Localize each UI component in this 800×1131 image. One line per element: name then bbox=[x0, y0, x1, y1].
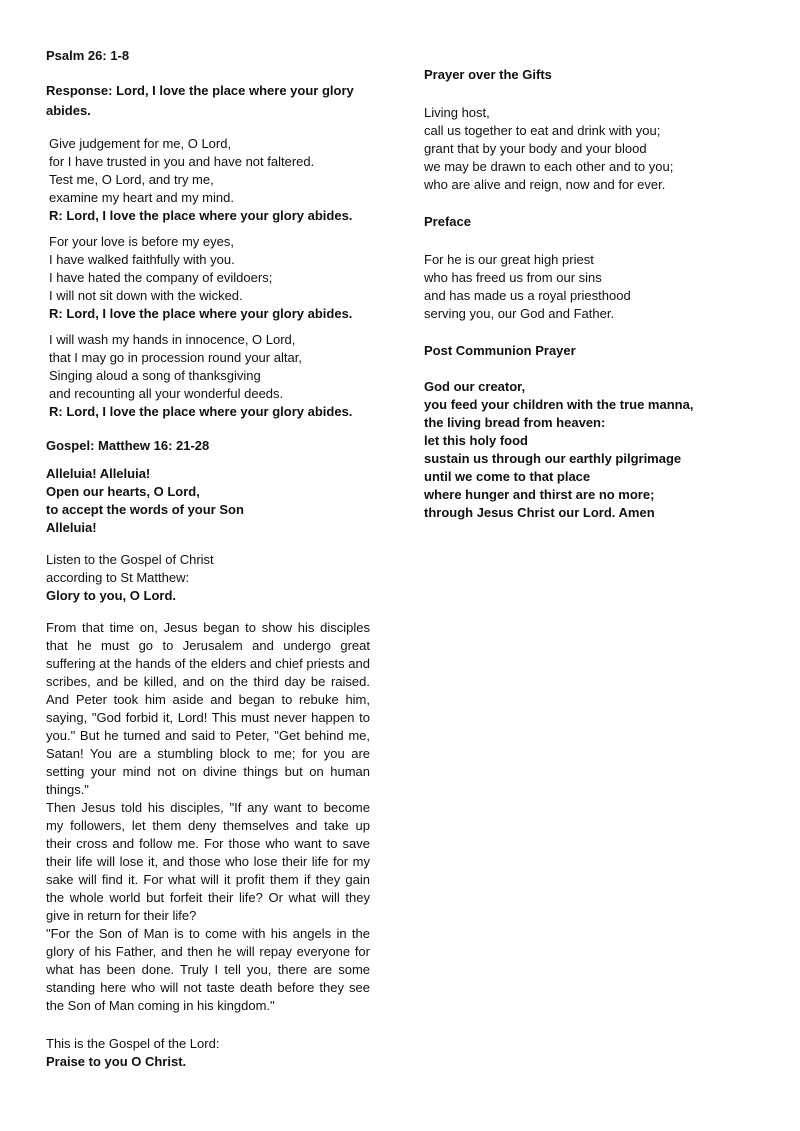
psalm-response-line: abides. bbox=[46, 103, 91, 118]
preface-line: serving you, our God and Father. bbox=[424, 306, 615, 321]
gospel-paragraph: Then Jesus told his disciples, "If any want to become my followers, let them deny themselves and take up their cross and follow me. For those who want to save their life will lose it, and those who lose their life for my sake will find it. For what will it profit them if they gain the whole world but forfeit their life? Or what will they give in return for their life? bbox=[46, 800, 370, 923]
post-line: God our creator, bbox=[424, 379, 526, 394]
alleluia-line: Alleluia! bbox=[46, 520, 97, 535]
post-line: let this holy food bbox=[424, 433, 528, 448]
prayer-line: we may be drawn to each other and to you; bbox=[424, 159, 674, 174]
verse-response: R: Lord, I love the place where your glory abides. bbox=[49, 306, 353, 321]
psalm-response bbox=[46, 81, 370, 121]
prayer-line: grant that by your body and your blood bbox=[424, 141, 647, 156]
post-line: until we come to that place bbox=[424, 469, 591, 484]
preface-title: Preface bbox=[424, 214, 471, 229]
alleluia-line: to accept the words of your Son bbox=[46, 502, 244, 517]
psalm-verse bbox=[46, 233, 370, 323]
preface-text bbox=[424, 251, 724, 323]
gospel-closing bbox=[46, 1035, 370, 1071]
verse-line: and recounting all your wonderful deeds. bbox=[49, 386, 284, 401]
alleluia-line: Alleluia! Alleluia! bbox=[46, 466, 151, 481]
prayer-line: Living host, bbox=[424, 105, 490, 120]
preface-line: For he is our great high priest bbox=[424, 252, 594, 267]
post-line: where hunger and thirst are no more; bbox=[424, 487, 655, 502]
verse-line: examine my heart and my mind. bbox=[49, 190, 234, 205]
post-line: sustain us through our earthly pilgrimage bbox=[424, 451, 682, 466]
verse-line: that I may go in procession round your altar, bbox=[49, 350, 302, 365]
post-line: the living bread from heaven: bbox=[424, 415, 606, 430]
gospel-announcement bbox=[46, 551, 370, 605]
alleluia-line: Open our hearts, O Lord, bbox=[46, 484, 200, 499]
psalm-verse bbox=[46, 331, 370, 421]
verse-line: I have hated the company of evildoers; bbox=[49, 270, 273, 285]
gospel-paragraph: "For the Son of Man is to come with his angels in the glory of his Father, and then he will repay everyone for what has been done. Truly I tell you, there are some standing here who will not taste death before they see the Son of Man coming in his kingdom." bbox=[46, 926, 370, 1013]
gospel-paragraph: From that time on, Jesus began to show his disciples that he must go to Jerusalem and undergo great suffering at the hands of the elders and chief priests and scribes, and be killed, and on the third day be raised. And Peter took him aside and began to rebuke him, saying, "God forbid it, Lord! This must never happen to you." But he turned and said to Peter, "Get behind me, Satan! You are a stumbling block to me; for you are setting your mind not on divine things but on human things." bbox=[46, 620, 370, 797]
verse-line: I will wash my hands in innocence, O Lord, bbox=[49, 332, 296, 347]
alleluia-acclamation bbox=[46, 465, 370, 537]
verse-line: Singing aloud a song of thanksgiving bbox=[49, 368, 261, 383]
announcement-line: according to St Matthew: bbox=[46, 570, 190, 585]
preface-line: and has made us a royal priesthood bbox=[424, 288, 631, 303]
gospel-title: Gospel: Matthew 16: 21-28 bbox=[46, 438, 210, 453]
gifts-prayer bbox=[424, 104, 724, 194]
psalm-verse bbox=[46, 135, 370, 225]
verse-response: R: Lord, I love the place where your glory abides. bbox=[49, 404, 353, 419]
post-communion-prayer bbox=[424, 378, 724, 522]
closing-line: This is the Gospel of the Lord: bbox=[46, 1036, 220, 1051]
verse-response: R: Lord, I love the place where your glory abides. bbox=[49, 208, 353, 223]
announcement-line: Listen to the Gospel of Christ bbox=[46, 552, 214, 567]
post-line: you feed your children with the true manna, bbox=[424, 397, 694, 412]
preface-line: who has freed us from our sins bbox=[424, 270, 602, 285]
post-line: through Jesus Christ our Lord. Amen bbox=[424, 505, 655, 520]
psalm-response-line: Response: Lord, I love the place where your glory bbox=[46, 83, 354, 98]
verse-line: for I have trusted in you and have not faltered. bbox=[49, 154, 315, 169]
verse-line: Give judgement for me, O Lord, bbox=[49, 136, 232, 151]
announcement-response: Glory to you, O Lord. bbox=[46, 588, 176, 603]
prayer-line: who are alive and reign, now and for ever. bbox=[424, 177, 666, 192]
post-communion-title: Post Communion Prayer bbox=[424, 343, 576, 358]
verse-line: For your love is before my eyes, bbox=[49, 234, 234, 249]
right-column bbox=[424, 66, 724, 522]
verse-line: Test me, O Lord, and try me, bbox=[49, 172, 214, 187]
gospel-text bbox=[46, 619, 370, 1015]
closing-response: Praise to you O Christ. bbox=[46, 1054, 187, 1069]
psalm-title: Psalm 26: 1-8 bbox=[46, 48, 130, 63]
prayer-line: call us together to eat and drink with you; bbox=[424, 123, 661, 138]
gifts-title: Prayer over the Gifts bbox=[424, 67, 552, 82]
verse-line: I have walked faithfully with you. bbox=[49, 252, 235, 267]
left-column bbox=[46, 47, 370, 1071]
verse-line: I will not sit down with the wicked. bbox=[49, 288, 243, 303]
